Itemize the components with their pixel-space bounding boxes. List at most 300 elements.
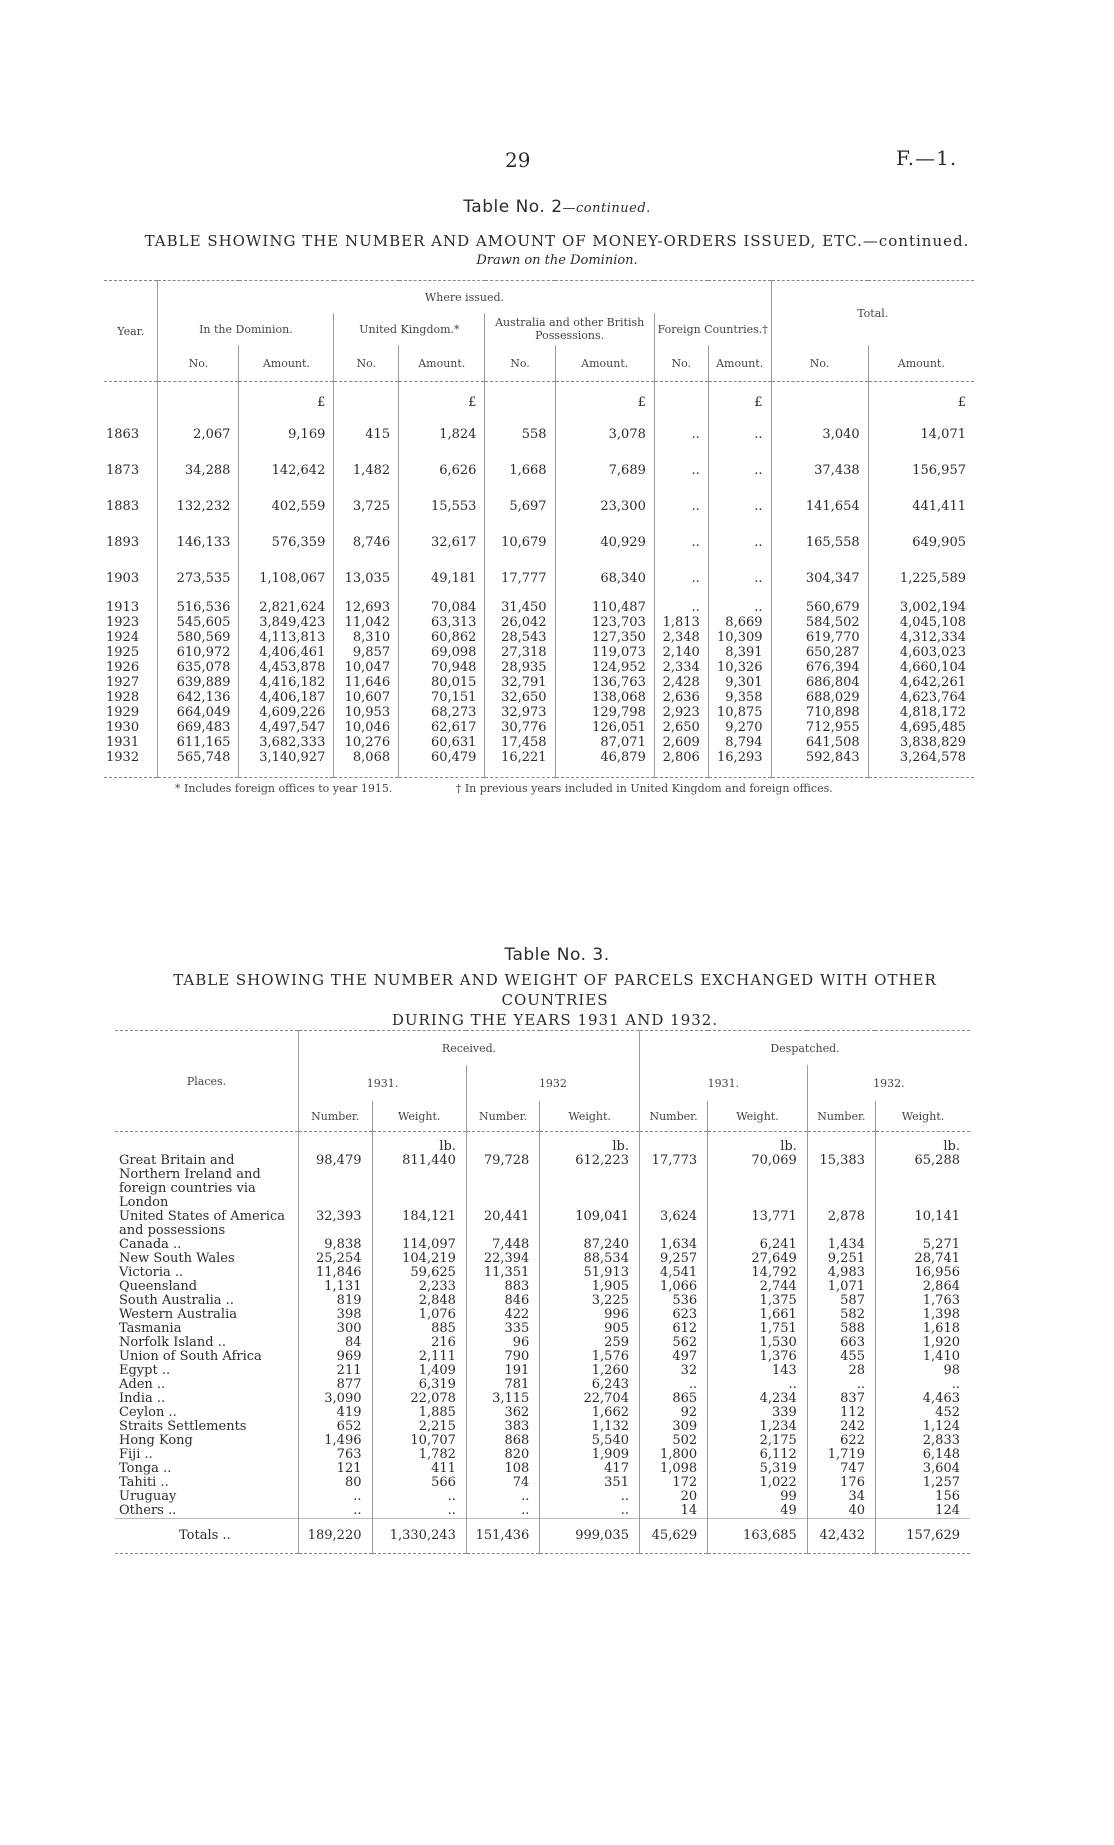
fc-no-cell: .. (654, 482, 708, 518)
r31n-cell: 3,090 (299, 1392, 372, 1406)
col-uk-no: No. (334, 345, 399, 382)
d32w-cell: 1,124 (875, 1420, 970, 1434)
table-row (104, 554, 974, 590)
d32w-cell: 2,864 (875, 1280, 970, 1294)
total-r32n-cell: 151,436 (466, 1519, 539, 1554)
place-cell: South Australia .. (119, 1293, 234, 1308)
tot-amt-cell: 1,225,589 (868, 554, 974, 590)
r31n-cell: 80 (299, 1476, 372, 1490)
table-row (104, 735, 974, 750)
d32w-cell: 1,257 (875, 1476, 970, 1490)
d31n-cell: 502 (639, 1434, 707, 1448)
fc-no-cell: 2,334 (654, 660, 708, 675)
au-amt-cell: 110,487 (555, 600, 654, 615)
tot-amt-cell: 4,603,023 (868, 645, 974, 660)
d31n-cell: 1,098 (639, 1462, 707, 1476)
col-received: Received. (299, 1031, 640, 1066)
d32n-cell: 2,878 (807, 1210, 875, 1238)
au-no-cell: 26,042 (485, 615, 555, 630)
d32n-cell: 747 (807, 1462, 875, 1476)
uk-no-cell: 11,042 (334, 615, 399, 630)
au-no-cell: 31,450 (485, 600, 555, 615)
col-r32-number: Number. (466, 1101, 539, 1132)
col-r32-weight: Weight. (540, 1101, 640, 1132)
total-d31w-cell: 163,685 (708, 1519, 808, 1554)
r32n-cell: 883 (466, 1280, 539, 1294)
r32w-cell: .. (540, 1490, 640, 1504)
d32n-cell: 176 (807, 1476, 875, 1490)
table-row (104, 600, 974, 615)
r32n-cell: 108 (466, 1462, 539, 1476)
au-no-cell: 28,543 (485, 630, 555, 645)
au-amt-cell: 123,703 (555, 615, 654, 630)
r31n-cell: 652 (299, 1420, 372, 1434)
au-no-cell: 32,650 (485, 690, 555, 705)
d32w-cell: 1,410 (875, 1350, 970, 1364)
r31w-cell: 10,707 (372, 1434, 466, 1448)
au-amt-cell: 3,078 (555, 410, 654, 446)
r31w-cell: 2,848 (372, 1294, 466, 1308)
au-no-cell: 5,697 (485, 482, 555, 518)
table-row (104, 660, 974, 675)
table-row (115, 1252, 970, 1266)
table-row (104, 446, 974, 482)
d32w-cell: 65,288 (875, 1154, 970, 1210)
col-uk: United Kingdom.* (334, 313, 485, 345)
tot-amt-cell: 4,642,261 (868, 675, 974, 690)
r31w-cell: 6,319 (372, 1378, 466, 1392)
fc-no-cell: 2,650 (654, 720, 708, 735)
d31w-cell: 6,112 (708, 1448, 808, 1462)
d32n-cell: 1,434 (807, 1238, 875, 1252)
d31n-cell: 9,257 (639, 1252, 707, 1266)
table-row (115, 1420, 970, 1434)
uk-amt-cell: 80,015 (399, 675, 485, 690)
table-row (115, 1378, 970, 1392)
year-cell: 1931 (106, 735, 140, 750)
au-no-cell: 16,221 (485, 750, 555, 765)
d32w-cell: 1,763 (875, 1294, 970, 1308)
r31n-cell: 763 (299, 1448, 372, 1462)
dom-no-cell: 34,288 (158, 446, 239, 482)
pound-sign: £ (555, 382, 654, 411)
d31w-cell: 143 (708, 1364, 808, 1378)
dom-amt-cell: 9,169 (239, 410, 334, 446)
uk-amt-cell: 6,626 (399, 446, 485, 482)
col-d31-weight: Weight. (708, 1101, 808, 1132)
year-cell: 1928 (106, 690, 140, 705)
fc-amt-cell: 9,358 (708, 690, 771, 705)
r32n-cell: .. (466, 1504, 539, 1519)
au-amt-cell: 126,051 (555, 720, 654, 735)
r32n-cell: 20,441 (466, 1210, 539, 1238)
table3-title: Table No. 3. (504, 945, 610, 965)
tot-amt-cell: 156,957 (868, 446, 974, 482)
tot-amt-cell: 4,695,485 (868, 720, 974, 735)
dom-amt-cell: 4,406,187 (239, 690, 334, 705)
dom-amt-cell: 142,642 (239, 446, 334, 482)
r31n-cell: 9,838 (299, 1238, 372, 1252)
col-dom-amount: Amount. (239, 345, 334, 382)
au-no-cell: 558 (485, 410, 555, 446)
tot-no-cell: 592,843 (771, 750, 868, 765)
dom-no-cell: 2,067 (158, 410, 239, 446)
fc-no-cell: .. (654, 446, 708, 482)
dom-amt-cell: 3,849,423 (239, 615, 334, 630)
d31w-cell: 14,792 (708, 1266, 808, 1280)
tot-amt-cell: 441,411 (868, 482, 974, 518)
col-tot-no: No. (771, 345, 868, 382)
r32w-cell: 905 (540, 1322, 640, 1336)
uk-no-cell: 10,046 (334, 720, 399, 735)
tot-amt-cell: 4,045,108 (868, 615, 974, 630)
d31w-cell: 49 (708, 1504, 808, 1519)
col-des-1931: 1931. (639, 1065, 807, 1101)
d31n-cell: 623 (639, 1308, 707, 1322)
fc-amt-cell: 16,293 (708, 750, 771, 765)
d32n-cell: 9,251 (807, 1252, 875, 1266)
r31w-cell: .. (372, 1504, 466, 1519)
total-d32n-cell: 42,432 (807, 1519, 875, 1554)
dom-no-cell: 146,133 (158, 518, 239, 554)
col-des-1932: 1932. (807, 1065, 970, 1101)
dom-amt-cell: 4,113,813 (239, 630, 334, 645)
col-au-amount: Amount. (555, 345, 654, 382)
r31n-cell: 32,393 (299, 1210, 372, 1238)
d32n-cell: 588 (807, 1322, 875, 1336)
tot-no-cell: 3,040 (771, 410, 868, 446)
r32n-cell: 3,115 (466, 1392, 539, 1406)
tot-no-cell: 141,654 (771, 482, 868, 518)
place-cell: Hong Kong (119, 1433, 193, 1448)
r31n-cell: 84 (299, 1336, 372, 1350)
col-rec-1932: 1932 (466, 1065, 639, 1101)
uk-no-cell: 10,953 (334, 705, 399, 720)
tot-no-cell: 641,508 (771, 735, 868, 750)
tot-no-cell: 712,955 (771, 720, 868, 735)
d32n-cell: 15,383 (807, 1154, 875, 1210)
d31w-cell: 1,375 (708, 1294, 808, 1308)
au-no-cell: 27,318 (485, 645, 555, 660)
au-no-cell: 17,777 (485, 554, 555, 590)
table2-title (0, 197, 1114, 217)
year-cell: 1929 (106, 705, 140, 720)
r32w-cell: 612,223 (540, 1154, 640, 1210)
r32n-cell: 335 (466, 1322, 539, 1336)
au-no-cell: 28,935 (485, 660, 555, 675)
table-row (115, 1266, 970, 1280)
table-row (115, 1336, 970, 1350)
d32n-cell: 837 (807, 1392, 875, 1406)
fc-amt-cell: .. (708, 600, 771, 615)
table-row (115, 1322, 970, 1336)
table-row (104, 705, 974, 720)
d32n-cell: 242 (807, 1420, 875, 1434)
d32w-cell: 3,604 (875, 1462, 970, 1476)
d32w-cell: 5,271 (875, 1238, 970, 1252)
total-d31n-cell: 45,629 (639, 1519, 707, 1554)
r31n-cell: .. (299, 1490, 372, 1504)
dom-no-cell: 273,535 (158, 554, 239, 590)
fc-no-cell: .. (654, 410, 708, 446)
year-cell: 1903 (106, 571, 140, 586)
au-no-cell: 30,776 (485, 720, 555, 735)
d31w-cell: 6,241 (708, 1238, 808, 1252)
dom-no-cell: 664,049 (158, 705, 239, 720)
unit-lb: lb. (540, 1132, 640, 1155)
fc-no-cell: 1,813 (654, 615, 708, 630)
fc-amt-cell: .. (708, 410, 771, 446)
table-row (115, 1154, 970, 1210)
pound-sign: £ (399, 382, 485, 411)
footnote-uk: * Includes foreign offices to year 1915. (175, 782, 393, 795)
uk-amt-cell: 49,181 (399, 554, 485, 590)
d31n-cell: 32 (639, 1364, 707, 1378)
d32w-cell: 98 (875, 1364, 970, 1378)
place-cell: Tasmania (119, 1321, 182, 1336)
r32w-cell: 3,225 (540, 1294, 640, 1308)
r31w-cell: .. (372, 1490, 466, 1504)
d31w-cell: 27,649 (708, 1252, 808, 1266)
uk-amt-cell: 69,098 (399, 645, 485, 660)
r32n-cell: 96 (466, 1336, 539, 1350)
fc-no-cell: 2,609 (654, 735, 708, 750)
year-cell: 1923 (106, 615, 140, 630)
tot-amt-cell: 4,312,334 (868, 630, 974, 645)
d31n-cell: 1,634 (639, 1238, 707, 1252)
r31w-cell: 1,076 (372, 1308, 466, 1322)
fc-amt-cell: 10,309 (708, 630, 771, 645)
table-row (104, 518, 974, 554)
year-cell: 1930 (106, 720, 140, 735)
dom-no-cell: 635,078 (158, 660, 239, 675)
tot-no-cell: 37,438 (771, 446, 868, 482)
tot-no-cell: 165,558 (771, 518, 868, 554)
table-row (115, 1476, 970, 1490)
r32w-cell: 22,704 (540, 1392, 640, 1406)
d32w-cell: 2,833 (875, 1434, 970, 1448)
fc-amt-cell: 8,391 (708, 645, 771, 660)
dom-no-cell: 639,889 (158, 675, 239, 690)
au-amt-cell: 138,068 (555, 690, 654, 705)
r32w-cell: .. (540, 1504, 640, 1519)
table-row (115, 1308, 970, 1322)
fc-no-cell: 2,636 (654, 690, 708, 705)
year-cell: 1883 (106, 499, 140, 514)
uk-amt-cell: 70,948 (399, 660, 485, 675)
fc-no-cell: 2,140 (654, 645, 708, 660)
r31w-cell: 1,409 (372, 1364, 466, 1378)
d32w-cell: 1,920 (875, 1336, 970, 1350)
r31w-cell: 184,121 (372, 1210, 466, 1238)
uk-amt-cell: 70,084 (399, 600, 485, 615)
r31w-cell: 104,219 (372, 1252, 466, 1266)
r31w-cell: 2,111 (372, 1350, 466, 1364)
au-amt-cell: 136,763 (555, 675, 654, 690)
r32n-cell: 846 (466, 1294, 539, 1308)
dom-amt-cell: 4,609,226 (239, 705, 334, 720)
d31n-cell: 4,541 (639, 1266, 707, 1280)
fc-amt-cell: 8,669 (708, 615, 771, 630)
r31n-cell: 98,479 (299, 1154, 372, 1210)
r31w-cell: 2,233 (372, 1280, 466, 1294)
fc-no-cell: 2,923 (654, 705, 708, 720)
page-number: 29 (505, 148, 531, 172)
d31n-cell: 865 (639, 1392, 707, 1406)
d31w-cell: 2,175 (708, 1434, 808, 1448)
r32w-cell: 88,534 (540, 1252, 640, 1266)
table-row (104, 630, 974, 645)
year-cell: 1925 (106, 645, 140, 660)
d31n-cell: 536 (639, 1294, 707, 1308)
r31n-cell: .. (299, 1504, 372, 1519)
d31w-cell: 1,022 (708, 1476, 808, 1490)
col-d32-number: Number. (807, 1101, 875, 1132)
uk-amt-cell: 68,273 (399, 705, 485, 720)
uk-no-cell: 10,276 (334, 735, 399, 750)
r32w-cell: 1,909 (540, 1448, 640, 1462)
d31n-cell: 309 (639, 1420, 707, 1434)
d32w-cell: 124 (875, 1504, 970, 1519)
total-r32w-cell: 999,035 (540, 1519, 640, 1554)
col-au-no: No. (485, 345, 555, 382)
r31n-cell: 1,496 (299, 1434, 372, 1448)
d32w-cell: 452 (875, 1406, 970, 1420)
uk-amt-cell: 63,313 (399, 615, 485, 630)
table-row (115, 1490, 970, 1504)
d31w-cell: 5,319 (708, 1462, 808, 1476)
r31w-cell: 1,782 (372, 1448, 466, 1462)
footnote-foreign: † In previous years included in United Kingdom and foreign offices. (455, 782, 833, 795)
d31w-cell: 1,530 (708, 1336, 808, 1350)
dom-no-cell: 565,748 (158, 750, 239, 765)
table-row (104, 690, 974, 705)
r32n-cell: 790 (466, 1350, 539, 1364)
table2-subcaption: Drawn on the Dominion. (476, 253, 638, 268)
r32n-cell: 7,448 (466, 1238, 539, 1252)
au-amt-cell: 23,300 (555, 482, 654, 518)
fc-no-cell: 2,806 (654, 750, 708, 765)
money-orders-table (104, 280, 974, 778)
r32n-cell: 362 (466, 1406, 539, 1420)
d32n-cell: 582 (807, 1308, 875, 1322)
table-row (104, 750, 974, 765)
r31n-cell: 11,846 (299, 1266, 372, 1280)
place-cell: Uruguay (119, 1489, 177, 1504)
r31w-cell: 114,097 (372, 1238, 466, 1252)
d32n-cell: .. (807, 1378, 875, 1392)
d32n-cell: 622 (807, 1434, 875, 1448)
dom-no-cell: 580,569 (158, 630, 239, 645)
table2-title-text: Table No. 2 (463, 197, 563, 217)
table-row (115, 1350, 970, 1364)
au-amt-cell: 129,798 (555, 705, 654, 720)
dom-amt-cell: 4,416,182 (239, 675, 334, 690)
year-cell: 1893 (106, 535, 140, 550)
d31w-cell: 70,069 (708, 1154, 808, 1210)
au-amt-cell: 7,689 (555, 446, 654, 482)
d32n-cell: 455 (807, 1350, 875, 1364)
col-r31-number: Number. (299, 1101, 372, 1132)
place-cell: Egypt .. (119, 1363, 171, 1378)
uk-amt-cell: 1,824 (399, 410, 485, 446)
dom-amt-cell: 4,406,461 (239, 645, 334, 660)
r32w-cell: 1,260 (540, 1364, 640, 1378)
place-cell: Tonga .. (119, 1461, 172, 1476)
r31w-cell: 59,625 (372, 1266, 466, 1280)
r31n-cell: 121 (299, 1462, 372, 1476)
r31n-cell: 300 (299, 1322, 372, 1336)
uk-amt-cell: 70,151 (399, 690, 485, 705)
table-row (115, 1392, 970, 1406)
col-australia: Australia and other British Possessions. (485, 313, 654, 345)
d32n-cell: 34 (807, 1490, 875, 1504)
table-row (104, 675, 974, 690)
r31n-cell: 1,131 (299, 1280, 372, 1294)
table-row (104, 615, 974, 630)
fc-amt-cell: 10,875 (708, 705, 771, 720)
uk-amt-cell: 60,862 (399, 630, 485, 645)
d31w-cell: 13,771 (708, 1210, 808, 1238)
d32w-cell: 1,618 (875, 1322, 970, 1336)
unit-lb: lb. (708, 1132, 808, 1155)
tot-no-cell: 304,347 (771, 554, 868, 590)
tot-no-cell: 650,287 (771, 645, 868, 660)
au-no-cell: 32,791 (485, 675, 555, 690)
tot-no-cell: 688,029 (771, 690, 868, 705)
d32w-cell: 1,398 (875, 1308, 970, 1322)
uk-amt-cell: 60,631 (399, 735, 485, 750)
uk-no-cell: 11,646 (334, 675, 399, 690)
d32n-cell: 112 (807, 1406, 875, 1420)
table-row (115, 1210, 970, 1238)
r31w-cell: 1,885 (372, 1406, 466, 1420)
r31w-cell: 22,078 (372, 1392, 466, 1406)
table-row (115, 1504, 970, 1519)
place-cell: Western Australia (119, 1307, 237, 1322)
place-cell: United States of America and possessions (119, 1209, 286, 1238)
col-fc-no: No. (654, 345, 708, 382)
year-cell: 1926 (106, 660, 140, 675)
d31w-cell: 1,661 (708, 1308, 808, 1322)
uk-no-cell: 3,725 (334, 482, 399, 518)
d31n-cell: 92 (639, 1406, 707, 1420)
r31n-cell: 819 (299, 1294, 372, 1308)
d31n-cell: 1,800 (639, 1448, 707, 1462)
total-r31n-cell: 189,220 (299, 1519, 372, 1554)
fc-no-cell: 2,348 (654, 630, 708, 645)
col-uk-amount: Amount. (399, 345, 485, 382)
dom-amt-cell: 4,497,547 (239, 720, 334, 735)
dom-no-cell: 611,165 (158, 735, 239, 750)
r31n-cell: 398 (299, 1308, 372, 1322)
year-cell: 1932 (106, 750, 140, 765)
r31n-cell: 25,254 (299, 1252, 372, 1266)
dom-no-cell: 669,483 (158, 720, 239, 735)
fc-no-cell: .. (654, 600, 708, 615)
d31n-cell: 172 (639, 1476, 707, 1490)
tot-amt-cell: 4,660,104 (868, 660, 974, 675)
r32n-cell: 22,394 (466, 1252, 539, 1266)
tot-amt-cell: 3,264,578 (868, 750, 974, 765)
place-cell: Canada .. (119, 1237, 182, 1252)
r31w-cell: 566 (372, 1476, 466, 1490)
col-rec-1931: 1931. (299, 1065, 467, 1101)
d32n-cell: 1,071 (807, 1280, 875, 1294)
col-year: Year. (117, 324, 145, 338)
pound-sign: £ (708, 382, 771, 411)
uk-amt-cell: 60,479 (399, 750, 485, 765)
